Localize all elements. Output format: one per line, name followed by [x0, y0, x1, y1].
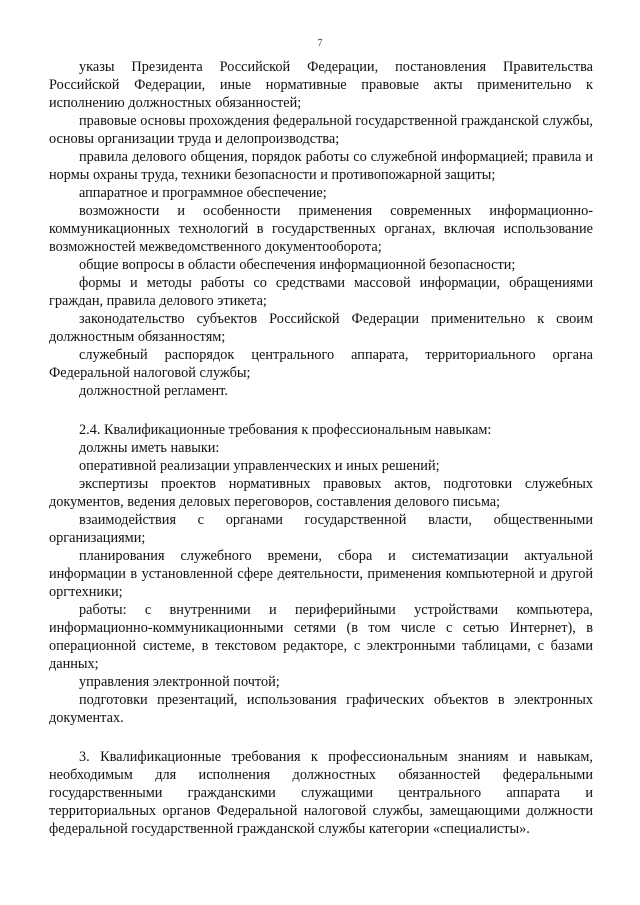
paragraph: общие вопросы в области обеспечения информационной безопасности;: [79, 257, 516, 273]
paragraph: оперативной реализации управленческих и иных решений;: [79, 458, 440, 474]
paragraph: подготовки презентаций, использования графических объектов в электронных документах.: [49, 692, 593, 726]
paragraph: экспертизы проектов нормативных правовых актов, подготовки служебных документов, ведения деловых переговоров, составления делового письма;: [49, 476, 593, 510]
paragraph: указы Президента Российской Федерации, постановления Правительства Российской Федерации, иные нормативные правовые акты применительно к исполнению должностных обязанностей;: [49, 59, 593, 111]
paragraph: правовые основы прохождения федеральной государственной гражданской службы, основы организации труда и делопроизводства;: [49, 113, 593, 147]
paragraph: аппаратное и программное обеспечение;: [79, 185, 327, 201]
paragraph: законодательство субъектов Российской Федерации применительно к своим должностным обязанностям;: [49, 311, 593, 345]
paragraph: правила делового общения, порядок работы со служебной информацией; правила и нормы охраны труда, техники безопасности и противопожарной защиты;: [49, 149, 593, 183]
paragraph: должностной регламент.: [79, 383, 228, 399]
paragraph: управления электронной почтой;: [79, 674, 280, 690]
paragraph: взаимодействия с органами государственной власти, общественными организациями;: [49, 512, 593, 546]
paragraph: служебный распорядок центрального аппарата, территориального органа Федеральной налоговой службы;: [49, 347, 593, 381]
paragraph: планирования служебного времени, сбора и систематизации актуальной информации в установленной сфере деятельности, применения компьютерной и другой оргтехники;: [49, 548, 593, 600]
paragraph: формы и методы работы со средствами массовой информации, обращениями граждан, правила делового этикета;: [49, 275, 593, 309]
document-body: [49, 58, 593, 838]
paragraph: работы: с внутренними и периферийными устройствами компьютера, информационно-коммуникационными сетями (в том числе с сетью Интернет), в операционной системе, в текстовом редакторе, с электронными таблицами, с базами данных;: [49, 602, 593, 672]
section-heading: 2.4. Квалификационные требования к профессиональным навыкам:: [79, 422, 492, 438]
page-number: 7: [317, 38, 323, 49]
section-spacer: [49, 400, 593, 421]
section-heading: 3. Квалификационные требования к профессиональным знаниям и навыкам, необходимым для исполнения должностных обязанностей федеральными государственными гражданскими служащими центрального аппарата и территориальных органов Федеральной налоговой службы, замещающими должности федеральной государственной гражданской службы категории «специалисты».: [49, 749, 593, 837]
section-spacer: [49, 727, 593, 748]
paragraph: должны иметь навыки:: [79, 440, 220, 456]
paragraph: возможности и особенности применения современных информационно-коммуникационных технологий в государственных органах, включая использование возможностей межведомственного документооборота;: [49, 203, 593, 255]
